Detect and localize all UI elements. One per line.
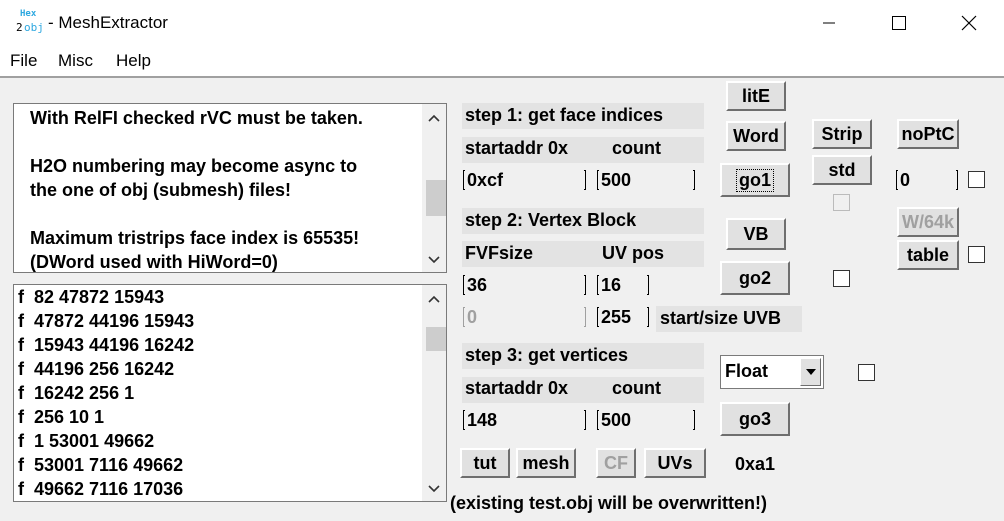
uvpos-label: UV pos [602,243,665,263]
menu-separator [0,76,1004,78]
face-line: f 15943 44196 16242 [18,335,195,355]
step1-title: step 1: get face indices [465,105,664,125]
lite-button[interactable]: litE [726,81,786,111]
face-line: f 256 10 1 [18,407,105,427]
w64k-button: W/64k [897,207,959,237]
go3-button[interactable]: go3 [720,402,790,436]
app-icon-text-b: obj [24,21,44,34]
overwrite-warning: (existing test.obj will be overwritten!) [450,493,768,513]
scroll-down-icon[interactable] [422,477,446,501]
faces-text [18,285,194,501]
menu-misc[interactable]: Misc [58,51,93,70]
word-button[interactable]: Word [726,121,786,151]
face-startaddr-input[interactable]: 0xcf [463,168,586,194]
uvs-button[interactable]: UVs [644,448,706,478]
tut-button[interactable]: tut [460,448,510,478]
menu-file[interactable]: File [10,51,38,70]
fvfsize-input[interactable]: 36 [463,273,586,299]
scroll-thumb[interactable] [426,327,446,351]
vertex-startaddr-input[interactable]: 148 [463,408,586,434]
info-text [30,106,363,273]
info-line: Maximum tristrips face index is 65535! [30,228,360,248]
step2-title: step 2: Vertex Block [465,210,637,230]
info-line [30,130,363,154]
format-select[interactable]: Float [720,355,824,389]
uvb-start-input: 0 [463,305,586,331]
info-line: With RelFI checked rVC must be taken. [30,108,363,128]
table-checkbox[interactable] [968,246,985,263]
vb-button[interactable]: VB [726,218,786,250]
minimize-icon [822,16,836,30]
face-line: f 1 53001 49662 [18,431,155,451]
scroll-down-icon[interactable] [422,248,446,272]
close-button[interactable] [946,0,992,46]
maximize-icon [891,15,907,31]
app-icon-text-top: Hex [20,9,37,19]
strip-button[interactable]: Strip [812,119,872,149]
info-line: (DWord used with HiWord=0) [30,252,278,272]
app-icon-text-a: 2 [16,21,23,34]
cf-button: CF [596,448,636,478]
info-line [30,202,363,226]
step3-title: step 3: get vertices [465,345,629,365]
menu-help[interactable]: Help [116,51,151,70]
minimize-button[interactable] [806,0,852,46]
uvb-label: start/size UVB [660,308,782,328]
step1-addr-label: startaddr 0x [465,138,569,158]
face-line: f 82 47872 15943 [18,287,165,307]
face-line: f 47872 44196 15943 [18,311,195,331]
close-icon [960,14,978,32]
scroll-thumb[interactable] [426,180,446,216]
face-line: f 53001 7116 49662 [18,455,184,475]
uvpos-input[interactable]: 16 [597,273,649,299]
step3-count-label: count [612,378,661,398]
vertex-count-input[interactable]: 500 [597,408,695,434]
hex-readout: 0xa1 [735,454,776,474]
faces-scrollbar[interactable] [422,285,446,501]
app-icon [16,10,44,38]
menu-bar [0,46,1004,76]
scroll-up-icon[interactable] [422,106,446,130]
step1-count-label: count [612,138,661,158]
maximize-button[interactable] [876,0,922,46]
info-line: the one of obj (submesh) files! [30,180,292,200]
strip-index-checkbox[interactable] [968,171,985,188]
std-checkbox [833,194,850,211]
faces-textbox[interactable] [13,284,447,502]
face-line: f 44196 256 16242 [18,359,175,379]
go1-button[interactable]: go1 [720,163,790,197]
info-scrollbar[interactable] [422,104,446,272]
title-bar [0,0,1004,46]
float-checkbox[interactable] [858,364,875,381]
uvb-size-input[interactable]: 255 [597,305,649,331]
scroll-up-icon[interactable] [422,287,446,311]
step3-addr-label: startaddr 0x [465,378,569,398]
noptc-button[interactable]: noPtC [897,119,959,149]
face-line: f 49662 7116 17036 [18,479,184,499]
info-textbox[interactable] [13,103,447,273]
chevron-down-icon[interactable] [800,358,821,386]
window-title: - MeshExtractor [48,13,168,32]
std-button[interactable]: std [812,155,872,185]
face-count-input[interactable]: 500 [597,168,695,194]
mesh-button[interactable]: mesh [516,448,576,478]
info-line: H2O numbering may become async to [30,156,358,176]
go2-checkbox[interactable] [833,270,850,287]
fvfsize-label: FVFsize [465,243,534,263]
face-line: f 16242 256 1 [18,383,135,403]
table-button[interactable]: table [897,240,959,270]
go2-button[interactable]: go2 [720,261,790,295]
strip-index-input[interactable]: 0 [896,168,958,194]
